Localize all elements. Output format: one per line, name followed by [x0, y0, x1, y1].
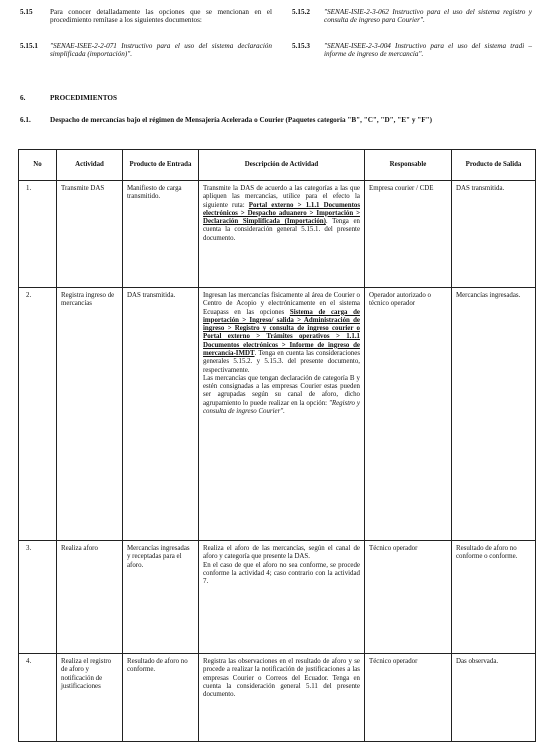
subsection-heading: Despacho de mercancías bajo el régimen de Mensajería Acelerada o Courier (Paquetes categoría "B", "C", "D", "E" y "F")	[50, 116, 432, 124]
col-header: Descripción de Actividad	[199, 150, 365, 181]
procedure-table	[18, 149, 536, 742]
description-text: Ingresan las mercancías físicamente al área de Courier o Centro de Acopio y electrónicamente en el sistema Ecuapass en las opciones	[203, 292, 360, 316]
activity-cell: Realiza aforo	[57, 541, 123, 654]
description-text: Las mercancías que tengan declaración de categoría B y estén consignadas a las empresas Courier estas pueden ser agrupadas según su canal de aforo, dicho agrupamiento lo puede realizar en la opción:	[203, 374, 360, 407]
section-number: 5.15	[20, 8, 33, 16]
responsible-cell: Empresa courier / CDE	[365, 181, 452, 288]
responsible-cell: Técnico operador	[365, 541, 452, 654]
description-text: Transmite la DAS de acuerdo a las categorías a las que apliquen las mercancías, utilice para el efecto la siguiente ruta:	[203, 185, 360, 209]
description-cell	[199, 541, 365, 654]
option-name: "Registro y consulta de ingreso Courier".	[203, 399, 360, 415]
output-product-cell: Das observada.	[452, 654, 536, 742]
row-number: 4.	[19, 654, 57, 742]
col-header: No	[19, 150, 57, 181]
ref-number: 5.15.3	[292, 42, 310, 50]
row-number: 2.	[19, 288, 57, 541]
input-product-cell: DAS transmitida.	[123, 288, 199, 541]
table-row	[19, 541, 536, 654]
row-number: 3.	[19, 541, 57, 654]
output-product-cell: DAS transmitida.	[452, 181, 536, 288]
description-cell	[199, 181, 365, 288]
col-header: Responsable	[365, 150, 452, 181]
table-row	[19, 654, 536, 742]
ref-text: "SENAE-ISIE-2-3-062 Instructivo para el uso del sistema registro y consulta de ingreso para Courier".	[324, 8, 532, 25]
description-text: . Tenga en cuenta las consideraciones generales 5.15.2. y 5.15.3. del presente documento, respectivamente.	[203, 349, 360, 374]
output-product-cell: Resultado de aforo no conforme o conforme.	[452, 541, 536, 654]
description-text: En el caso de que el aforo no sea conforme, se procede conforme la actividad 4; caso contrario con la actividad 7.	[203, 561, 360, 586]
output-product-cell: Mercancías ingresadas.	[452, 288, 536, 541]
table-row	[19, 288, 536, 541]
activity-cell: Realiza el registro de aforo y notificación de justificaciones	[57, 654, 123, 742]
col-header: Actividad	[57, 150, 123, 181]
table-row	[19, 181, 536, 288]
responsible-cell: Técnico operador	[365, 654, 452, 742]
description-text: Realiza el aforo de las mercancías, según el canal de aforo y categoría que presente la DAS.	[203, 545, 360, 561]
responsible-cell: Operador autorizado o técnico operador	[365, 288, 452, 541]
subsection-number: 6.1.	[20, 116, 31, 124]
system-path: Portal externo > 1.1.1 Documentos electrónicos > Despacho aduanero > Importación > Declaración Simplificada (Importación)	[203, 201, 360, 226]
activity-cell: Transmite DAS	[57, 181, 123, 288]
description-text: . Tenga en cuenta la consideración general 5.15.1. del presente documento.	[203, 218, 360, 242]
row-number: 1.	[19, 181, 57, 288]
input-product-cell: Mercancías ingresadas y receptadas para el aforo.	[123, 541, 199, 654]
ref-number: 5.15.2	[292, 8, 310, 16]
description-cell	[199, 288, 365, 541]
ref-number: 5.15.1	[20, 42, 38, 50]
input-product-cell: Resultado de aforo no conforme.	[123, 654, 199, 742]
description-cell: Registra las observaciones en el resultado de aforo y se procede a realizar la notificación de justificaciones a las empresas Courier o Correos del Ecuador. Tenga en cuenta la consideración general 5.11 del presente documento.	[199, 654, 365, 742]
ref-text: "SENAE-ISEE-2-2-071 Instructivo para el uso del sistema declaración simplificada (importación)".	[50, 42, 272, 59]
input-product-cell: Manifiesto de carga transmitido.	[123, 181, 199, 288]
activity-cell: Registra ingreso de mercancías	[57, 288, 123, 541]
col-header: Producto de Entrada	[123, 150, 199, 181]
section-heading: PROCEDIMIENTOS	[50, 94, 117, 102]
col-header: Producto de Salida	[452, 150, 536, 181]
section-number: 6.	[20, 94, 26, 102]
ref-text: "SENAE-ISEE-2-3-004 Instructivo para el uso del sistema tradi – informe de ingreso de mercancía".	[324, 42, 532, 59]
system-path: Sistema de carga de importación > Ingreso/ salida > Administración de ingreso > Registro y consulta de ingreso courier o Portal externo > Trámites operativos > 1.1.1 Documentos electrónicos > Informe de ingreso de mercancía-IMDT	[203, 308, 360, 357]
table-header-row	[19, 150, 536, 181]
section-text: Para conocer detalladamente las opciones que se mencionan en el procedimiento remítase a los siguientes documentos:	[50, 8, 272, 25]
